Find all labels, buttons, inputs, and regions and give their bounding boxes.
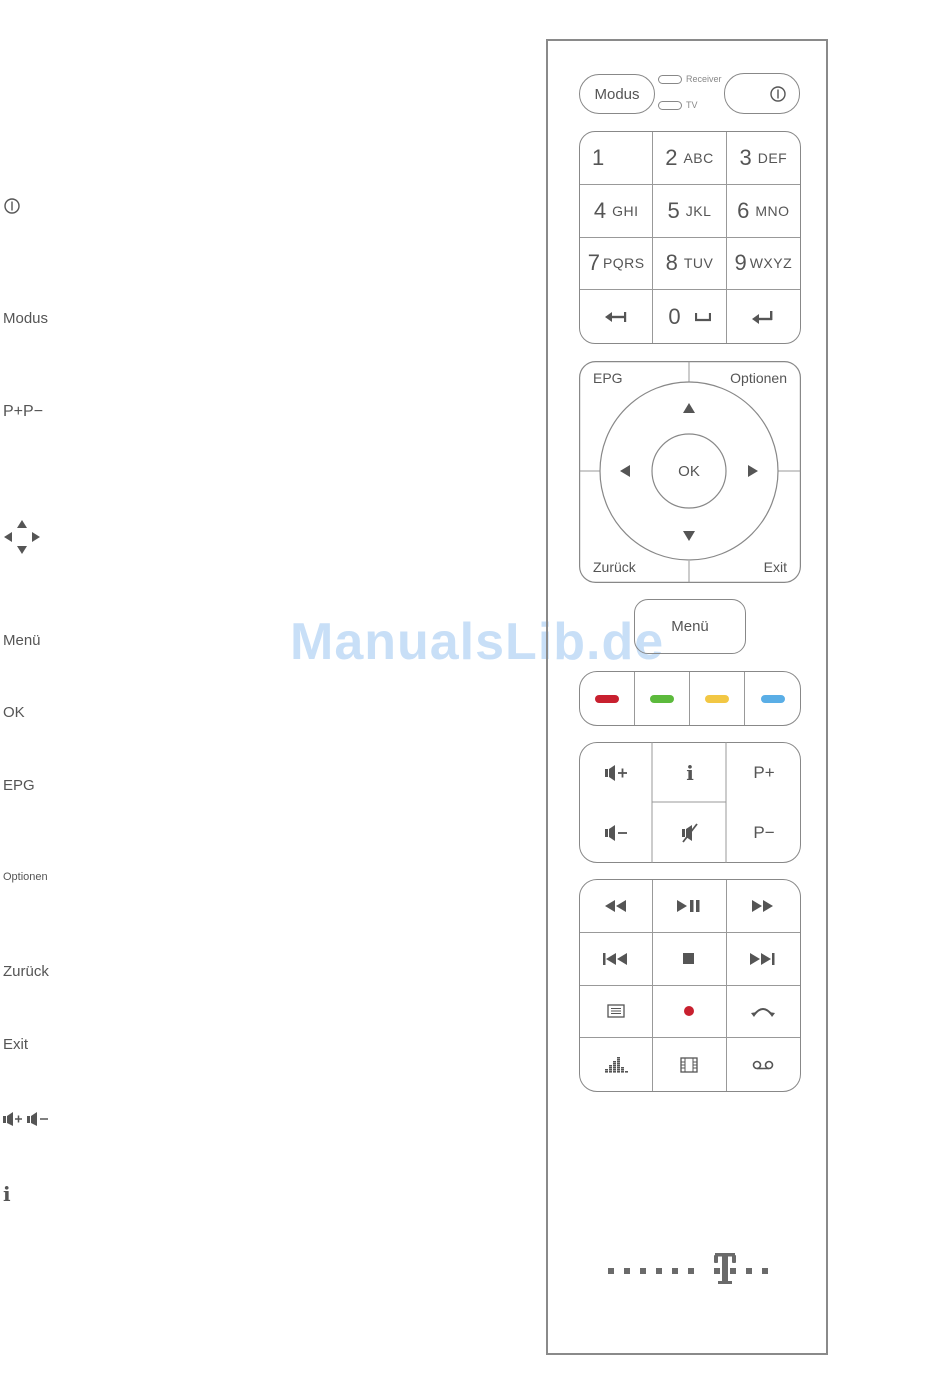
arrow-down-icon[interactable]: [683, 531, 695, 541]
voicemail-icon: [752, 1060, 774, 1070]
play-pause-icon: [677, 900, 701, 912]
watermark: ManualsLib.de: [290, 613, 665, 671]
legend-zurueck: Zurück: [3, 963, 49, 980]
key-letters: GHI: [612, 202, 639, 219]
key-number: 0: [668, 303, 681, 329]
teletext-icon: [607, 1004, 625, 1018]
key-number: 4: [593, 197, 607, 223]
key-back[interactable]: [580, 290, 653, 343]
key-4[interactable]: [580, 185, 653, 238]
equalizer-button[interactable]: [580, 1038, 653, 1091]
program-up-button[interactable]: P+: [753, 763, 775, 782]
rewind-icon: [605, 900, 627, 912]
red-key[interactable]: [580, 672, 635, 725]
program-down-button[interactable]: P−: [753, 823, 775, 842]
telekom-logo-icon: [604, 1243, 776, 1287]
equalizer-icon: [604, 1057, 628, 1073]
yellow-key[interactable]: [690, 672, 745, 725]
fast-forward-button[interactable]: [727, 880, 800, 933]
legend-p-plus-minus: P+P−: [3, 403, 44, 420]
replay-icon: [751, 1004, 775, 1018]
power-icon: [3, 197, 21, 215]
legend-ok: OK: [3, 704, 25, 721]
skip-forward-icon: [750, 953, 776, 965]
arrow-left-icon[interactable]: [620, 465, 630, 477]
key-1[interactable]: [580, 132, 653, 185]
modus-button[interactable]: Modus: [579, 74, 655, 114]
key-letters: JKL: [685, 202, 712, 219]
voicemail-button[interactable]: [727, 1038, 800, 1091]
key-enter[interactable]: [727, 290, 800, 343]
power-button[interactable]: [724, 73, 800, 114]
key-number: 7: [587, 250, 600, 276]
space-icon: [695, 312, 711, 322]
fast-forward-icon: [752, 900, 774, 912]
volume-program-block: [579, 742, 801, 863]
led-tv: [658, 101, 682, 110]
volume-up-icon: [603, 764, 631, 782]
legend-arrows: [3, 518, 41, 556]
navigation-pad: [579, 361, 801, 583]
key-8[interactable]: [653, 238, 726, 291]
key-letters: PQRS: [602, 255, 645, 272]
optionen-button[interactable]: Optionen: [730, 370, 787, 386]
key-number: 9: [734, 250, 747, 276]
stop-button[interactable]: [653, 933, 726, 986]
key-number: 1: [592, 144, 605, 170]
blue-key-bar: [761, 695, 785, 703]
film-button[interactable]: [653, 1038, 726, 1091]
key-5[interactable]: [653, 185, 726, 238]
legend-volume: [3, 1110, 51, 1128]
enter-icon: [752, 310, 774, 324]
key-number: 8: [665, 250, 678, 276]
volume-icon: [3, 1110, 51, 1128]
skip-back-icon: [603, 953, 629, 965]
led-receiver-label: Receiver: [686, 74, 722, 84]
rewind-button[interactable]: [580, 880, 653, 933]
legend-exit: Exit: [3, 1036, 29, 1053]
epg-button[interactable]: EPG: [593, 370, 623, 386]
key-2[interactable]: [653, 132, 726, 185]
play-pause-button[interactable]: [653, 880, 726, 933]
volume-up-button[interactable]: [580, 743, 653, 803]
menu-button[interactable]: Menü: [634, 599, 746, 654]
record-button[interactable]: [653, 986, 726, 1039]
color-keys: [579, 671, 801, 726]
blue-key[interactable]: [745, 672, 800, 725]
skip-back-button[interactable]: [580, 933, 653, 986]
key-number: 5: [667, 197, 680, 223]
volume-down-button[interactable]: [580, 803, 653, 863]
red-key-bar: [595, 695, 619, 703]
green-key-bar: [650, 695, 674, 703]
led-tv-label: TV: [686, 100, 698, 110]
remote-control: [546, 39, 828, 1355]
record-icon: [683, 1005, 695, 1017]
key-9[interactable]: [727, 238, 800, 291]
green-key[interactable]: [635, 672, 690, 725]
media-keys: [579, 879, 801, 1092]
exit-button[interactable]: Exit: [763, 559, 787, 575]
legend-info: i: [3, 1182, 11, 1206]
led-receiver: [658, 75, 682, 84]
arrow-right-icon[interactable]: [748, 465, 758, 477]
key-letters: DEF: [757, 149, 788, 166]
legend-epg: EPG: [3, 777, 35, 794]
key-letters: MNO: [755, 202, 790, 219]
arrow-up-icon[interactable]: [683, 403, 695, 413]
legend-optionen: Optionen: [3, 871, 48, 883]
replay-button[interactable]: [727, 986, 800, 1039]
mute-button[interactable]: [653, 803, 727, 863]
mute-icon: [679, 823, 701, 843]
key-letters: TUV: [683, 255, 714, 272]
film-icon: [680, 1057, 698, 1073]
number-keypad: [579, 131, 801, 344]
legend-power-icon: [3, 197, 21, 215]
telekom-logo: [604, 1243, 776, 1292]
teletext-button[interactable]: [580, 986, 653, 1039]
legend-modus: Modus: [3, 310, 49, 327]
key-0[interactable]: [653, 290, 726, 343]
key-3[interactable]: [727, 132, 800, 185]
zurueck-button[interactable]: Zurück: [593, 559, 636, 575]
power-icon: [769, 85, 787, 103]
key-6[interactable]: [727, 185, 800, 238]
stop-icon: [683, 953, 695, 965]
key-number: 2: [665, 144, 678, 170]
key-letters: ABC: [683, 149, 714, 166]
info-label: i: [686, 761, 694, 785]
yellow-key-bar: [705, 695, 729, 703]
legend-menu: Menü: [3, 632, 41, 649]
volume-down-icon: [603, 824, 631, 842]
key-7[interactable]: [580, 238, 653, 291]
arrow-cross-icon: [3, 518, 41, 556]
ok-button[interactable]: OK: [678, 463, 700, 480]
skip-forward-button[interactable]: [727, 933, 800, 986]
key-number: 3: [739, 144, 752, 170]
info-button[interactable]: [653, 743, 727, 803]
back-arrow-icon: [605, 311, 627, 323]
key-number: 6: [737, 197, 750, 223]
key-letters: WXYZ: [749, 255, 793, 272]
